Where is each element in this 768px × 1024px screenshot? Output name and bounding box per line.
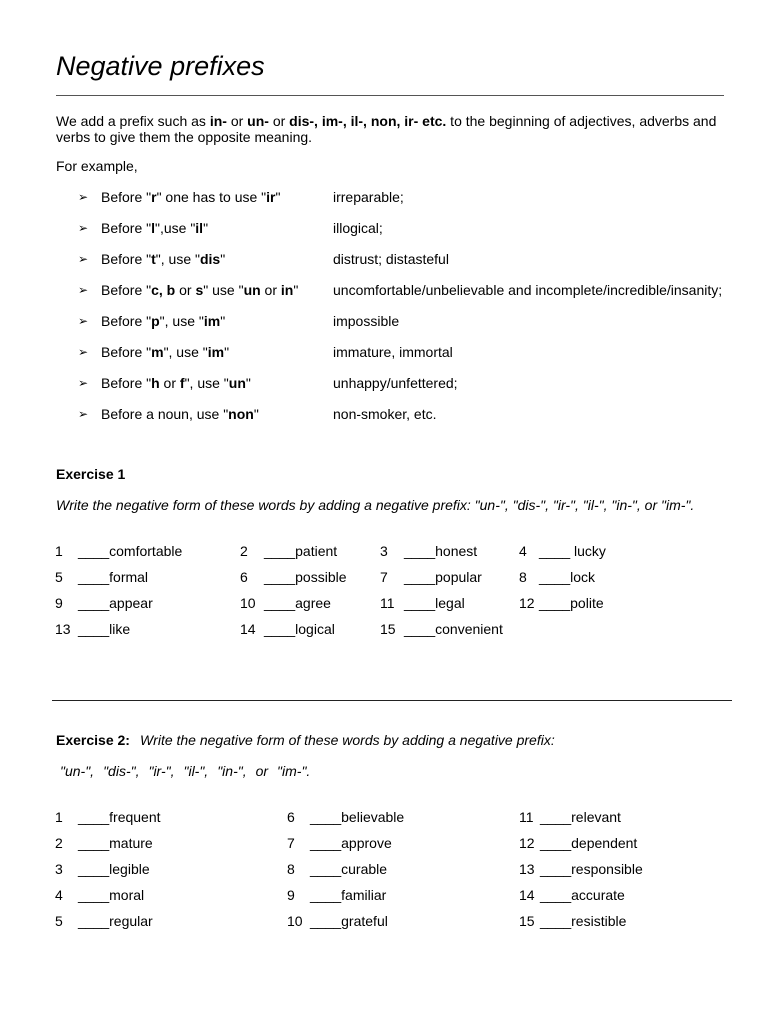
exercise1-item-word: ____patient: [264, 543, 338, 559]
exercise2-item-number: 13: [519, 861, 535, 877]
exercise1-item-number: 4: [519, 543, 527, 559]
exercise2-header: [56, 732, 555, 748]
exercise1-item-word: ____comfortable: [78, 543, 183, 559]
exercise2-item-word: ____accurate: [540, 887, 625, 903]
rule-text: Before a noun, use "non": [101, 406, 259, 422]
bullet-arrow-icon: ➢: [78, 314, 89, 328]
rule-text: Before "c, b or s" use "un or in": [101, 282, 299, 298]
exercise2-heading: Exercise 2:: [56, 732, 130, 748]
exercise2-item-word: ____relevant: [540, 809, 621, 825]
rule-text: Before "p", use "im": [101, 313, 226, 329]
exercise2-item-word: ____resistible: [540, 913, 627, 929]
exercise2-item-number: 10: [287, 913, 303, 929]
exercise2-item-word: ____approve: [310, 835, 392, 851]
title-divider: [56, 95, 724, 96]
exercise2-item-number: 7: [287, 835, 295, 851]
exercise2-item-number: 6: [287, 809, 295, 825]
exercise2-item-number: 15: [519, 913, 535, 929]
bullet-arrow-icon: ➢: [78, 190, 89, 204]
exercise1-item-number: 13: [55, 621, 71, 637]
exercise2-item-number: 3: [55, 861, 63, 877]
exercise1-item-number: 15: [380, 621, 396, 637]
exercise2-item-number: 2: [55, 835, 63, 851]
exercise1-item-number: 14: [240, 621, 256, 637]
exercise2-instruction: Write the negative form of these words by adding a negative prefix:: [139, 732, 555, 748]
exercise1-item-number: 5: [55, 569, 63, 585]
exercise2-item-word: ____regular: [78, 913, 153, 929]
prefix-token: "in-",: [217, 763, 247, 779]
exercise2-item-word: ____grateful: [310, 913, 388, 929]
exercise2-item-number: 4: [55, 887, 63, 903]
intro-paragraph: We add a prefix such as in- or un- or dis-, im-, il-, non, ir- etc. to the beginning of adjectives, adverbs and verbs to give them the opposite meaning.: [56, 113, 717, 145]
exercise1-item-word: ____like: [78, 621, 131, 637]
exercise1-item-word: ____popular: [404, 569, 482, 585]
prefix-token: "un-",: [60, 763, 95, 779]
exercise2-item-number: 8: [287, 861, 295, 877]
exercise1-item-word: ____honest: [404, 543, 478, 559]
bullet-arrow-icon: ➢: [78, 283, 89, 297]
prefix-token: "dis-",: [103, 763, 140, 779]
page-title: Negative prefixes: [56, 51, 265, 81]
exercise2-item-word: ____moral: [78, 887, 145, 903]
rule-example: illogical;: [333, 220, 383, 236]
exercise1-item-word: ____convenient: [404, 621, 503, 637]
for-example-label: For example,: [56, 158, 138, 174]
exercise1-item-number: 6: [240, 569, 248, 585]
exercise1-item-word: ____legal: [404, 595, 465, 611]
exercise2-item-word: ____responsible: [540, 861, 643, 877]
exercise1-item-number: 8: [519, 569, 527, 585]
rule-text: Before "m", use "im": [101, 344, 230, 360]
rule-example: uncomfortable/unbelievable and incomplete/incredible/insanity;: [333, 282, 723, 298]
prefix-token: or: [255, 763, 269, 779]
exercise2-item-word: ____mature: [78, 835, 153, 851]
bullet-arrow-icon: ➢: [78, 345, 89, 359]
exercise1-instruction: Write the negative form of these words by adding a negative prefix: "un-", "dis-", "ir-", "il-", "in-", or "im-".: [56, 497, 695, 513]
exercise1-item-number: 12: [519, 595, 535, 611]
exercise1-item-number: 2: [240, 543, 248, 559]
exercise1-item-word: ____lock: [539, 569, 596, 585]
section-divider: [52, 700, 732, 701]
exercise1-item-word: ____formal: [78, 569, 149, 585]
rule-text: Before "l",use "il": [101, 220, 209, 236]
exercise2-item-number: 5: [55, 913, 63, 929]
exercise2-item-word: ____frequent: [78, 809, 161, 825]
exercise1-item-number: 10: [240, 595, 256, 611]
exercise1-item-number: 11: [380, 595, 395, 611]
rule-example: distrust; distasteful: [333, 251, 449, 267]
rule-example: immature, immortal: [333, 344, 453, 360]
exercise2-item-number: 11: [519, 809, 534, 825]
rule-text: Before "r" one has to use "ir": [101, 189, 281, 205]
rule-example: irreparable;: [333, 189, 404, 205]
exercise1-heading: Exercise 1: [56, 466, 126, 482]
exercise2-item-number: 14: [519, 887, 535, 903]
exercise2-item-number: 9: [287, 887, 295, 903]
exercise1-item-word: ____ lucky: [539, 543, 606, 559]
exercise2-item-number: 1: [55, 809, 63, 825]
prefix-token: "im-".: [277, 763, 311, 779]
bullet-arrow-icon: ➢: [78, 252, 89, 266]
exercise2-prefix-list: [60, 763, 319, 779]
exercise1-item-word: ____agree: [264, 595, 331, 611]
rule-example: impossible: [333, 313, 400, 329]
prefix-token: "il-",: [183, 763, 209, 779]
rule-example: unhappy/unfettered;: [333, 375, 458, 391]
exercise1-item-number: 1: [55, 543, 63, 559]
rule-text: Before "h or f", use "un": [101, 375, 251, 391]
exercise1-item-word: ____possible: [264, 569, 347, 585]
exercise2-item-number: 12: [519, 835, 535, 851]
bullet-arrow-icon: ➢: [78, 376, 89, 390]
exercise1-item-number: 3: [380, 543, 388, 559]
exercise2-item-word: ____dependent: [540, 835, 638, 851]
exercise2-item-word: ____legible: [78, 861, 150, 877]
exercise2-item-word: ____curable: [310, 861, 388, 877]
rule-example: non-smoker, etc.: [333, 406, 437, 422]
exercise1-item-word: ____appear: [78, 595, 153, 611]
rule-text: Before "t", use "dis": [101, 251, 226, 267]
exercise1-item-number: 7: [380, 569, 388, 585]
exercise2-item-word: ____familiar: [310, 887, 387, 903]
prefix-token: "ir-",: [148, 763, 175, 779]
exercise1-item-word: ____polite: [539, 595, 604, 611]
bullet-arrow-icon: ➢: [78, 407, 89, 421]
exercise1-item-word: ____logical: [264, 621, 335, 637]
exercise1-item-number: 9: [55, 595, 63, 611]
bullet-arrow-icon: ➢: [78, 221, 89, 235]
exercise2-item-word: ____believable: [310, 809, 405, 825]
